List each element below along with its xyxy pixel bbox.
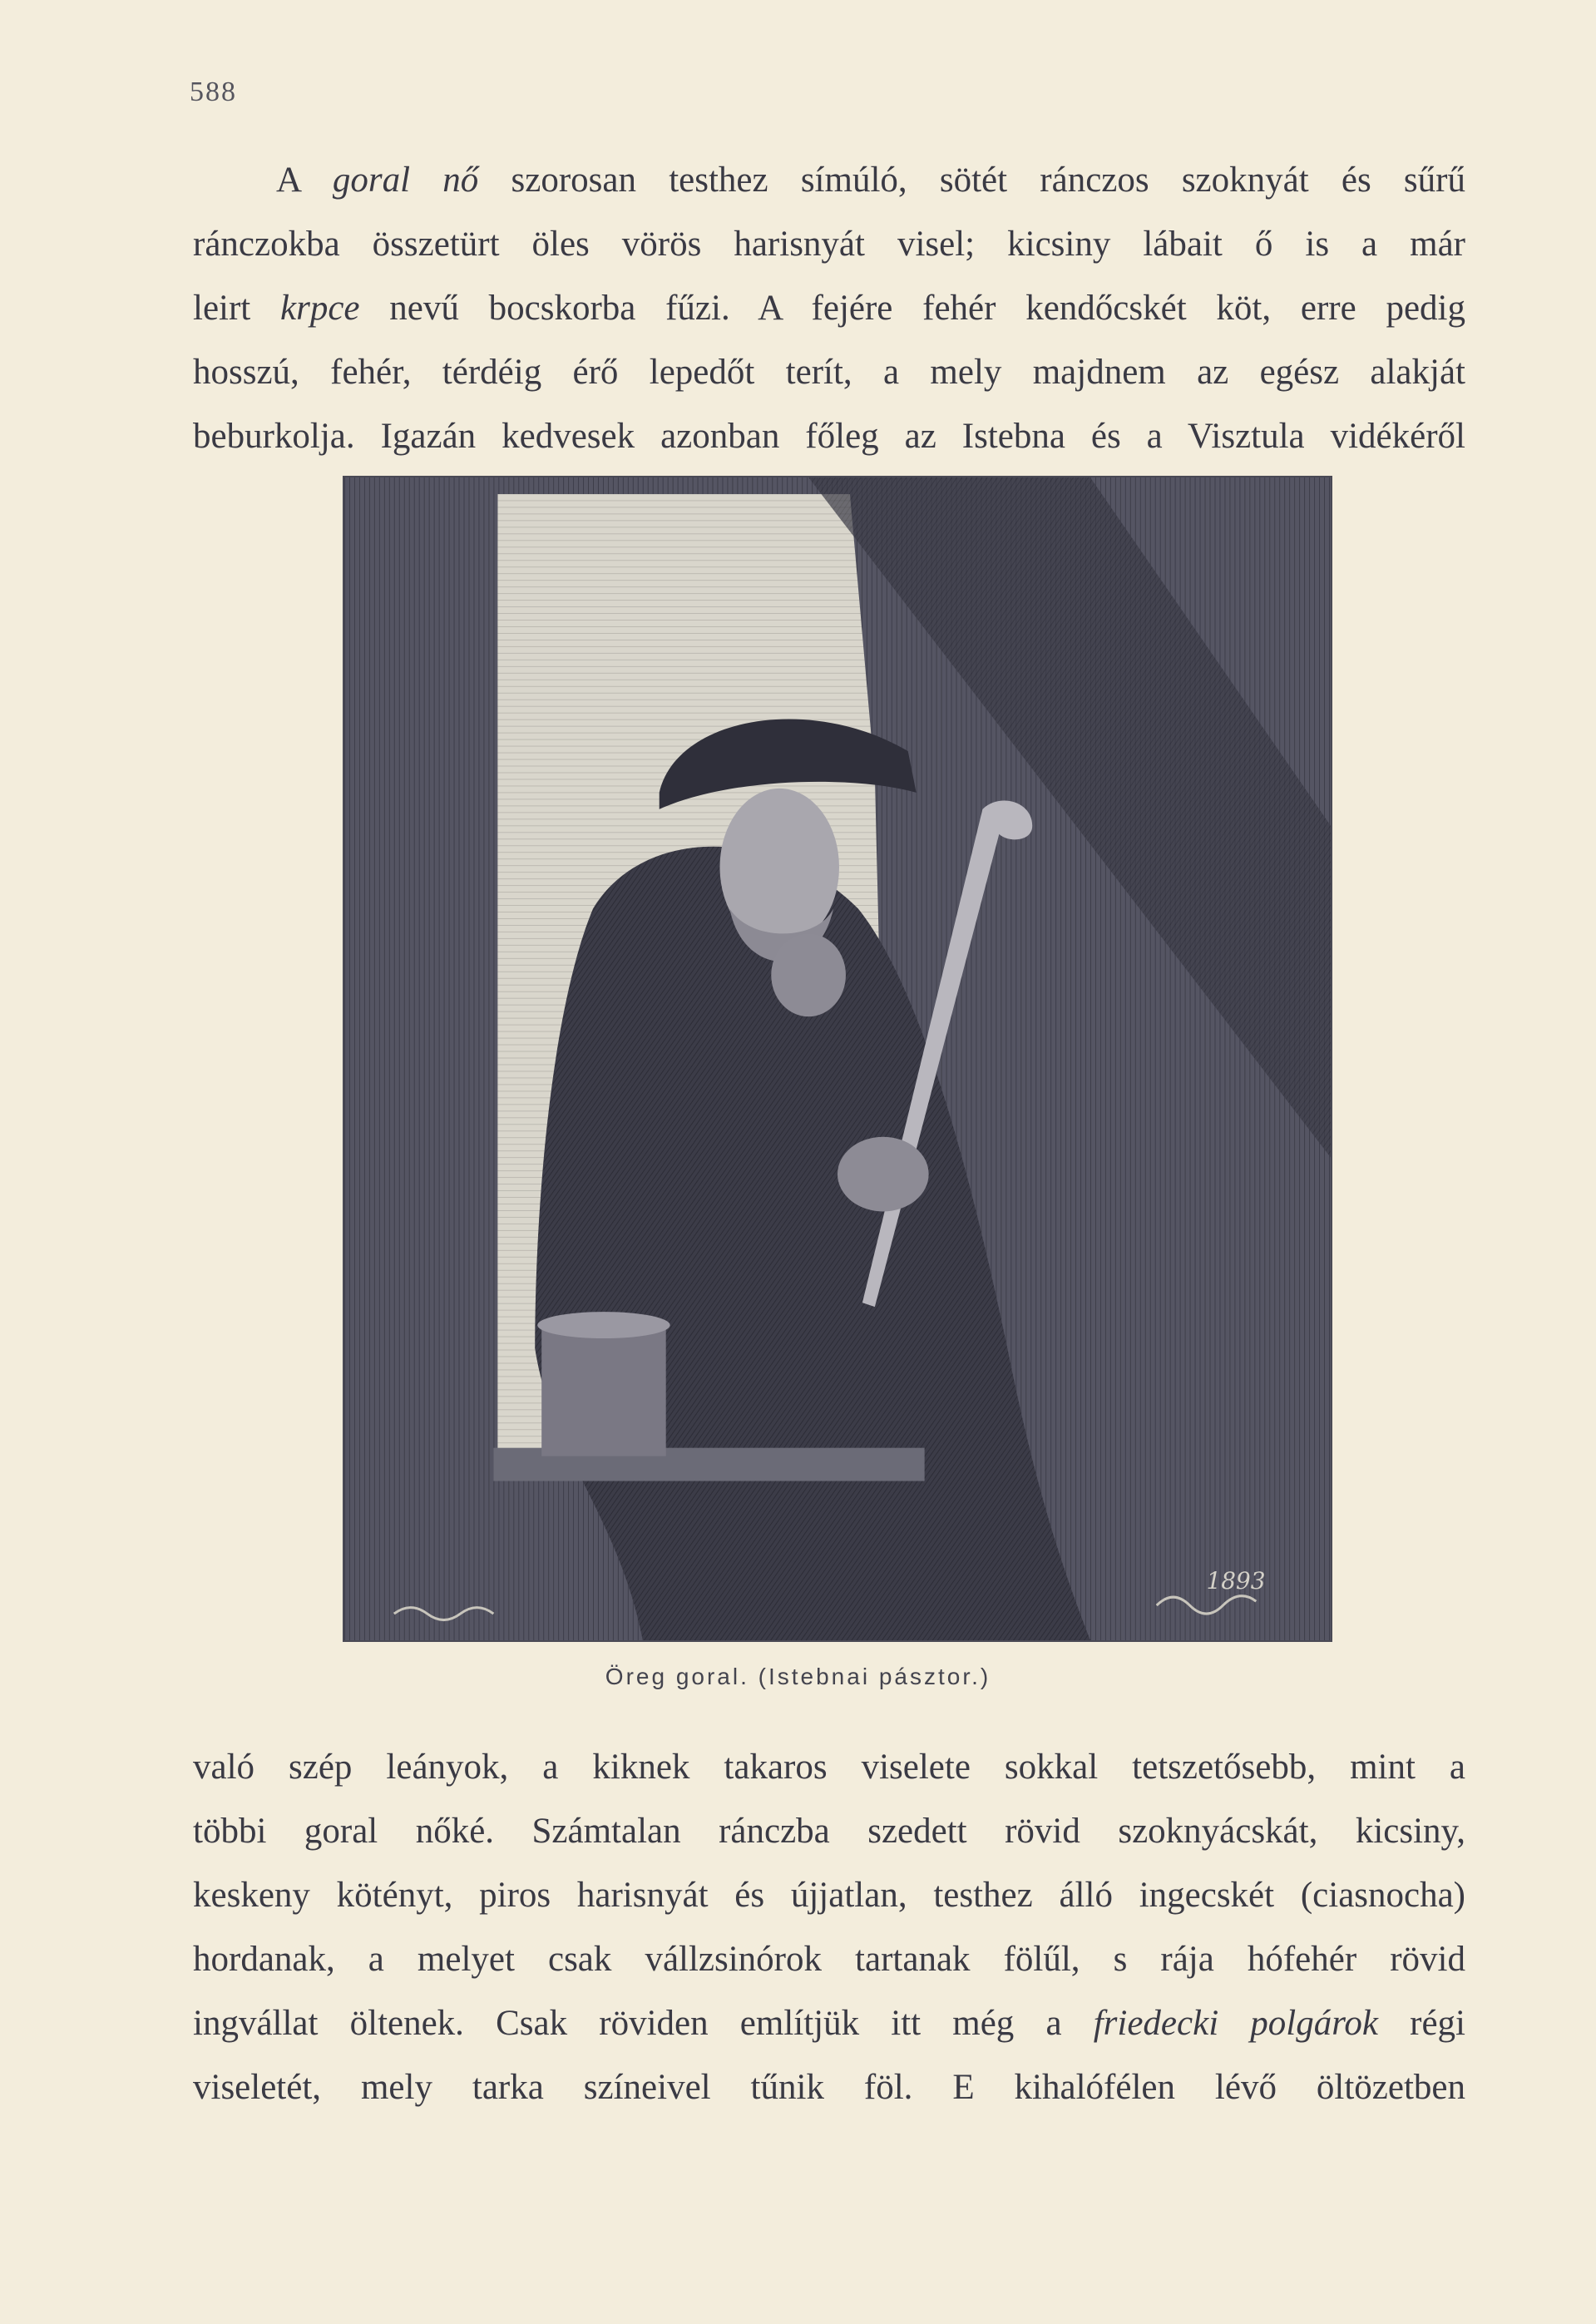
text-line: való szép leányok, a kiknek takaros viselete sokkal tetszetősebb, mint a — [193, 1748, 1465, 1787]
figure-caption: Öreg goral. (Istebnai pásztor.) — [605, 1664, 991, 1689]
italic-term: krpce — [280, 289, 360, 328]
text-line: ingvállat öltenek. Csak röviden említjük itt még a friedecki polgárok régi — [193, 2004, 1465, 2043]
text-line: hordanak, a melyet csak vállzsinórok tartanak fölűl, s rája hófehér rövid — [193, 1940, 1465, 1979]
italic-term: friedecki polgárok — [1093, 2004, 1378, 2043]
text-line: viseletét, mely tarka színeivel tűnik föl. E kihalófélen lévő öltözetben — [193, 2068, 1465, 2107]
paragraph-bottom — [193, 1735, 1465, 2119]
engraving-old-goral — [343, 476, 1332, 1642]
text-line: többi goral nőké. Számtalan ránczba szedett rövid szoknyácskát, kicsiny, — [193, 1812, 1465, 1851]
text-line: ránczokba összetürt öles vörös harisnyát visel; kicsiny lábait ő is a már — [193, 225, 1465, 264]
text-line: A goral nő szorosan testhez símúló, sötét ránczos szoknyát és sűrű — [276, 161, 1465, 200]
italic-term: goral nő — [332, 161, 479, 200]
text-line: leirt krpce nevű bocskorba fűzi. A fejére fehér kendőcskét köt, erre pedig — [193, 289, 1465, 328]
artist-date: 1893 — [1206, 1567, 1266, 1595]
engraving-illustration — [344, 477, 1331, 1640]
text-line: keskeny kötényt, piros harisnyát és újjatlan, testhez álló ingecskét (ciasnocha) — [193, 1876, 1465, 1915]
text-line: beburkolja. Igazán kedvesek azonban főleg az Istebna és a Visztula vidékéről — [193, 417, 1465, 456]
text-line: hosszú, fehér, térdéig érő lepedőt terít, a mely majdnem az egész alakját — [193, 353, 1465, 392]
paragraph-top — [193, 148, 1465, 468]
page-number: 588 — [190, 77, 237, 107]
